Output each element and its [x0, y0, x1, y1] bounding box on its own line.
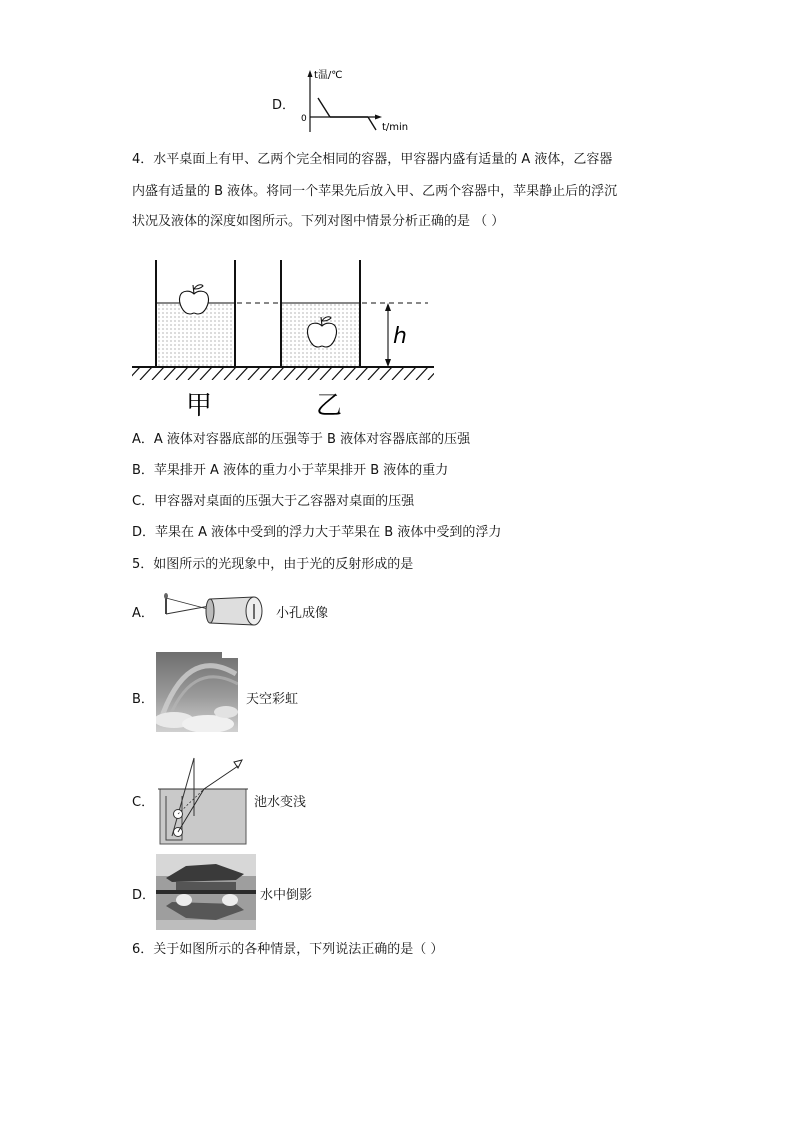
temperature-time-graph [298, 68, 422, 136]
pinhole-imaging-image [158, 592, 274, 630]
curve-descend-2 [368, 117, 376, 130]
q4-stem-line-1: 4．水平桌面上有甲、乙两个完全相同的容器，甲容器内盛有适量的 A 液体，乙容器 [132, 152, 613, 167]
q5-option-d-label: D． [132, 888, 156, 903]
q4-option-d: D．苹果在 A 液体中受到的浮力大于苹果在 B 液体中受到的浮力 [132, 525, 502, 540]
water-reflection-photo [156, 854, 256, 930]
y-axis-label: t温/℃ [314, 70, 343, 81]
q5-option-d-caption: 水中倒影 [260, 888, 313, 903]
shoreline [156, 890, 256, 894]
q5-option-a-label: A． [132, 606, 154, 621]
q5-stem: 5．如图所示的光现象中，由于光的反射形成的是 [132, 557, 414, 572]
table-hatching [130, 367, 440, 380]
q5-option-c-caption: 池水变浅 [254, 795, 307, 810]
q4-stem-line-3: 状况及液体的深度如图所示。下列对图中情景分析正确的是 （ ） [132, 214, 505, 229]
foreground-water [156, 920, 256, 930]
pool-shallow-diagram [158, 756, 248, 846]
depth-arrow-bottom-head [385, 359, 391, 367]
q4-option-b: B．苹果排开 A 液体的重力小于苹果排开 B 液体的重力 [132, 463, 449, 478]
q5-option-a-caption: 小孔成像 [276, 606, 329, 621]
pool-water [160, 789, 246, 844]
container-jia-label: 甲 [186, 391, 213, 421]
origin-label: 0 [301, 114, 307, 124]
q4-stem-line-2: 内盛有适量的 B 液体。将同一个苹果先后放入甲、乙两个容器中，苹果静止后的浮沉 [132, 184, 618, 199]
cloud-3 [214, 706, 238, 718]
q4-option-a: A．A 液体对容器底部的压强等于 B 液体对容器底部的压强 [132, 432, 471, 447]
pinhole-box-front [206, 599, 214, 623]
ray-in-air [204, 766, 238, 789]
curve-descend-1 [318, 98, 330, 117]
reflection-highlight-2 [222, 894, 238, 906]
q6-stem: 6．关于如图所示的各种情景，下列说法正确的是（ ） [132, 942, 444, 957]
apple-floating-icon [180, 285, 209, 314]
q3-option-d-label: D． [272, 98, 296, 113]
photo-torn-edge [222, 652, 238, 658]
depth-label: h [393, 324, 407, 349]
q5-option-b-caption: 天空彩虹 [246, 692, 299, 707]
x-axis-arrow [375, 115, 382, 120]
depth-arrow-top-head [385, 303, 391, 311]
y-axis-arrow [308, 70, 313, 77]
eye-icon [234, 760, 242, 768]
x-axis-label: t/min [382, 122, 409, 133]
q5-option-b-label: B． [132, 692, 154, 707]
q4-option-c: C．甲容器对桌面的压强大于乙容器对桌面的压强 [132, 494, 415, 509]
apple-containers-figure [130, 256, 440, 422]
q5-option-c-label: C． [132, 795, 155, 810]
rainbow-photo [156, 652, 238, 732]
reflection-highlight-1 [176, 894, 192, 906]
container-yi-label: 乙 [316, 391, 343, 421]
